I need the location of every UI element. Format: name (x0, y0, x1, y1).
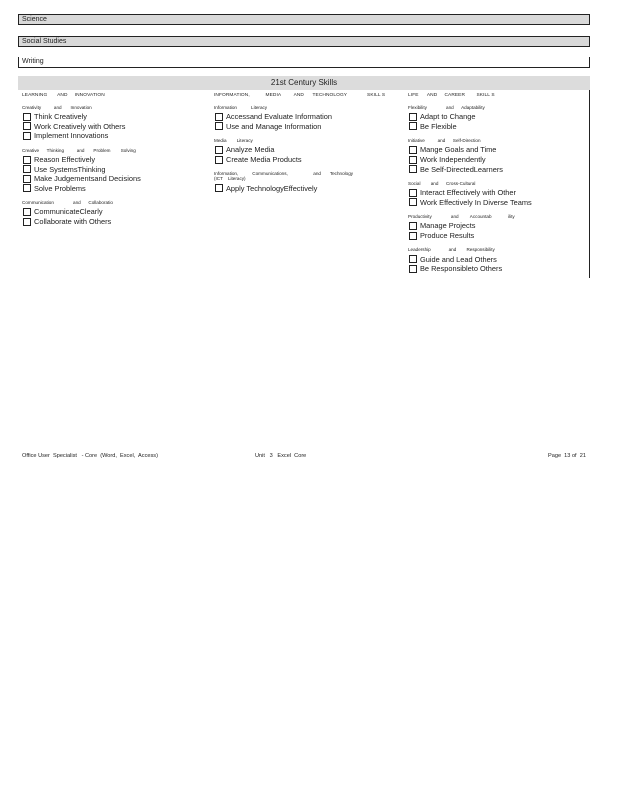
skill-label: Manage Projects (420, 221, 476, 231)
group-title: Flexibility and Adaptability (408, 105, 485, 110)
skill-label: Be Responsibleto Others (420, 264, 503, 274)
social-studies-section-bar (18, 36, 590, 47)
group-title: Creativity and Innovation (22, 105, 92, 110)
skill-item[interactable] (22, 217, 207, 227)
skill-item[interactable] (214, 145, 404, 155)
skill-label: Use and Manage Information (226, 121, 322, 131)
footer-page-number: Page 13 of 21 (548, 453, 586, 459)
science-section-bar (18, 14, 590, 25)
skill-item[interactable] (214, 155, 404, 165)
checkbox[interactable] (23, 184, 31, 192)
skill-item[interactable] (408, 112, 588, 122)
group-title: Initiative and Self-Direction (408, 138, 481, 144)
skill-label: Work Effectively In Diverse Teams (420, 197, 532, 207)
science-label: Science (22, 16, 47, 23)
skill-item[interactable] (408, 221, 588, 231)
checkbox[interactable] (409, 146, 417, 154)
skill-label: Mange Goals and Time (420, 145, 497, 155)
checkbox[interactable] (409, 156, 417, 164)
skill-label: Use SystemsThinking (34, 164, 106, 174)
group-title: Productivity and Accountab ility (408, 214, 515, 220)
group-title: Creative Thinking and Problem Solving (22, 147, 136, 153)
skill-item[interactable] (408, 122, 588, 132)
skill-label: Be Self-DirectedLearners (420, 164, 503, 174)
skill-item[interactable] (408, 254, 588, 264)
skill-label: Accessand Evaluate Information (226, 112, 332, 122)
skill-item[interactable] (408, 188, 588, 198)
skill-item[interactable] (408, 145, 588, 155)
skill-item[interactable] (22, 184, 207, 194)
checkbox[interactable] (23, 156, 31, 164)
skill-label: Analyze Media (226, 145, 275, 155)
footer-course: Office User Specialist - Core (Word, Excel, Access) (22, 453, 158, 459)
checkbox[interactable] (23, 218, 31, 226)
checkbox[interactable] (23, 165, 31, 173)
skill-item[interactable] (214, 112, 404, 122)
skill-item[interactable] (408, 231, 588, 241)
checkbox[interactable] (215, 156, 223, 164)
skill-item[interactable] (214, 183, 404, 193)
checkbox[interactable] (215, 184, 223, 192)
group-title: Communication and Collaboratio (22, 200, 113, 206)
skill-label: Solve Problems (34, 183, 86, 193)
learning-innovation-column (22, 93, 207, 226)
skill-item[interactable] (22, 112, 207, 122)
checkbox[interactable] (23, 175, 31, 183)
checkbox[interactable] (215, 113, 223, 121)
life-career-column (408, 93, 588, 274)
skill-item[interactable] (408, 198, 588, 208)
skill-label: Adapt to Change (420, 112, 476, 122)
checkbox[interactable] (23, 113, 31, 121)
checkbox[interactable] (23, 122, 31, 130)
skill-label: Work Creatively with Others (34, 121, 126, 131)
skill-label: Make Judgementsand Decisions (34, 174, 141, 184)
group-title: Information, Communications, and Technology (ICT Literacy) (214, 171, 354, 182)
skill-item[interactable] (22, 174, 207, 184)
writing-label: Writing (22, 58, 44, 65)
checkbox[interactable] (23, 132, 31, 140)
skill-label: Be Flexible (420, 121, 457, 131)
information-media-technology-column (214, 93, 404, 193)
skill-label: Collaborate with Others (34, 217, 112, 227)
column-heading: INFORMATION, MEDIA AND TECHNOLOGY SKILL S (214, 93, 386, 98)
skill-label: Create Media Products (226, 155, 302, 165)
skill-item[interactable] (408, 164, 588, 174)
group-title: Information Literacy (214, 105, 268, 110)
skill-item[interactable] (22, 122, 207, 132)
skill-label: Implement Innovations (34, 131, 109, 141)
skill-label: Reason Effectively (34, 155, 96, 165)
checkbox[interactable] (409, 222, 417, 230)
checkbox[interactable] (409, 122, 417, 130)
checkbox[interactable] (409, 232, 417, 240)
checkbox[interactable] (409, 189, 417, 197)
skill-item[interactable] (22, 131, 207, 141)
checkbox[interactable] (215, 122, 223, 130)
checkbox[interactable] (409, 165, 417, 173)
skill-item[interactable] (408, 264, 588, 274)
checkbox[interactable] (409, 255, 417, 263)
social-studies-label: Social Studies (22, 38, 67, 45)
skill-item[interactable] (22, 164, 207, 174)
skill-item[interactable] (214, 122, 404, 132)
skill-label: Think Creatively (34, 112, 87, 122)
skill-label: Apply TechnologyEffectively (226, 183, 318, 193)
skill-item[interactable] (22, 155, 207, 165)
skill-label: Interact Effectively with Other (420, 188, 516, 198)
checkbox[interactable] (409, 265, 417, 273)
group-title: Leadership and Responsibility (408, 247, 495, 253)
skill-label: Guide and Lead Others (420, 254, 497, 264)
checkbox[interactable] (23, 208, 31, 216)
group-title: Social and Cross-Cultural (408, 180, 476, 186)
skills-title-bar (18, 76, 590, 90)
skill-label: Work Independently (420, 155, 486, 165)
footer-unit: Unit 3 Excel Core (255, 453, 307, 459)
skill-item[interactable] (22, 207, 207, 217)
column-heading: LIFE AND CAREER SKILL S (408, 93, 495, 98)
checkbox[interactable] (409, 198, 417, 206)
skill-label: Produce Results (420, 231, 475, 241)
skills-title: 21st Century Skills (270, 78, 338, 87)
checkbox[interactable] (215, 146, 223, 154)
checkbox[interactable] (409, 113, 417, 121)
group-title: Media Literacy (214, 138, 253, 144)
writing-section-bar (18, 57, 590, 68)
column-heading: LEARNING AND INNOVATION (22, 93, 105, 98)
skill-label: CommunicateClearly (34, 207, 103, 217)
skill-item[interactable] (408, 155, 588, 165)
